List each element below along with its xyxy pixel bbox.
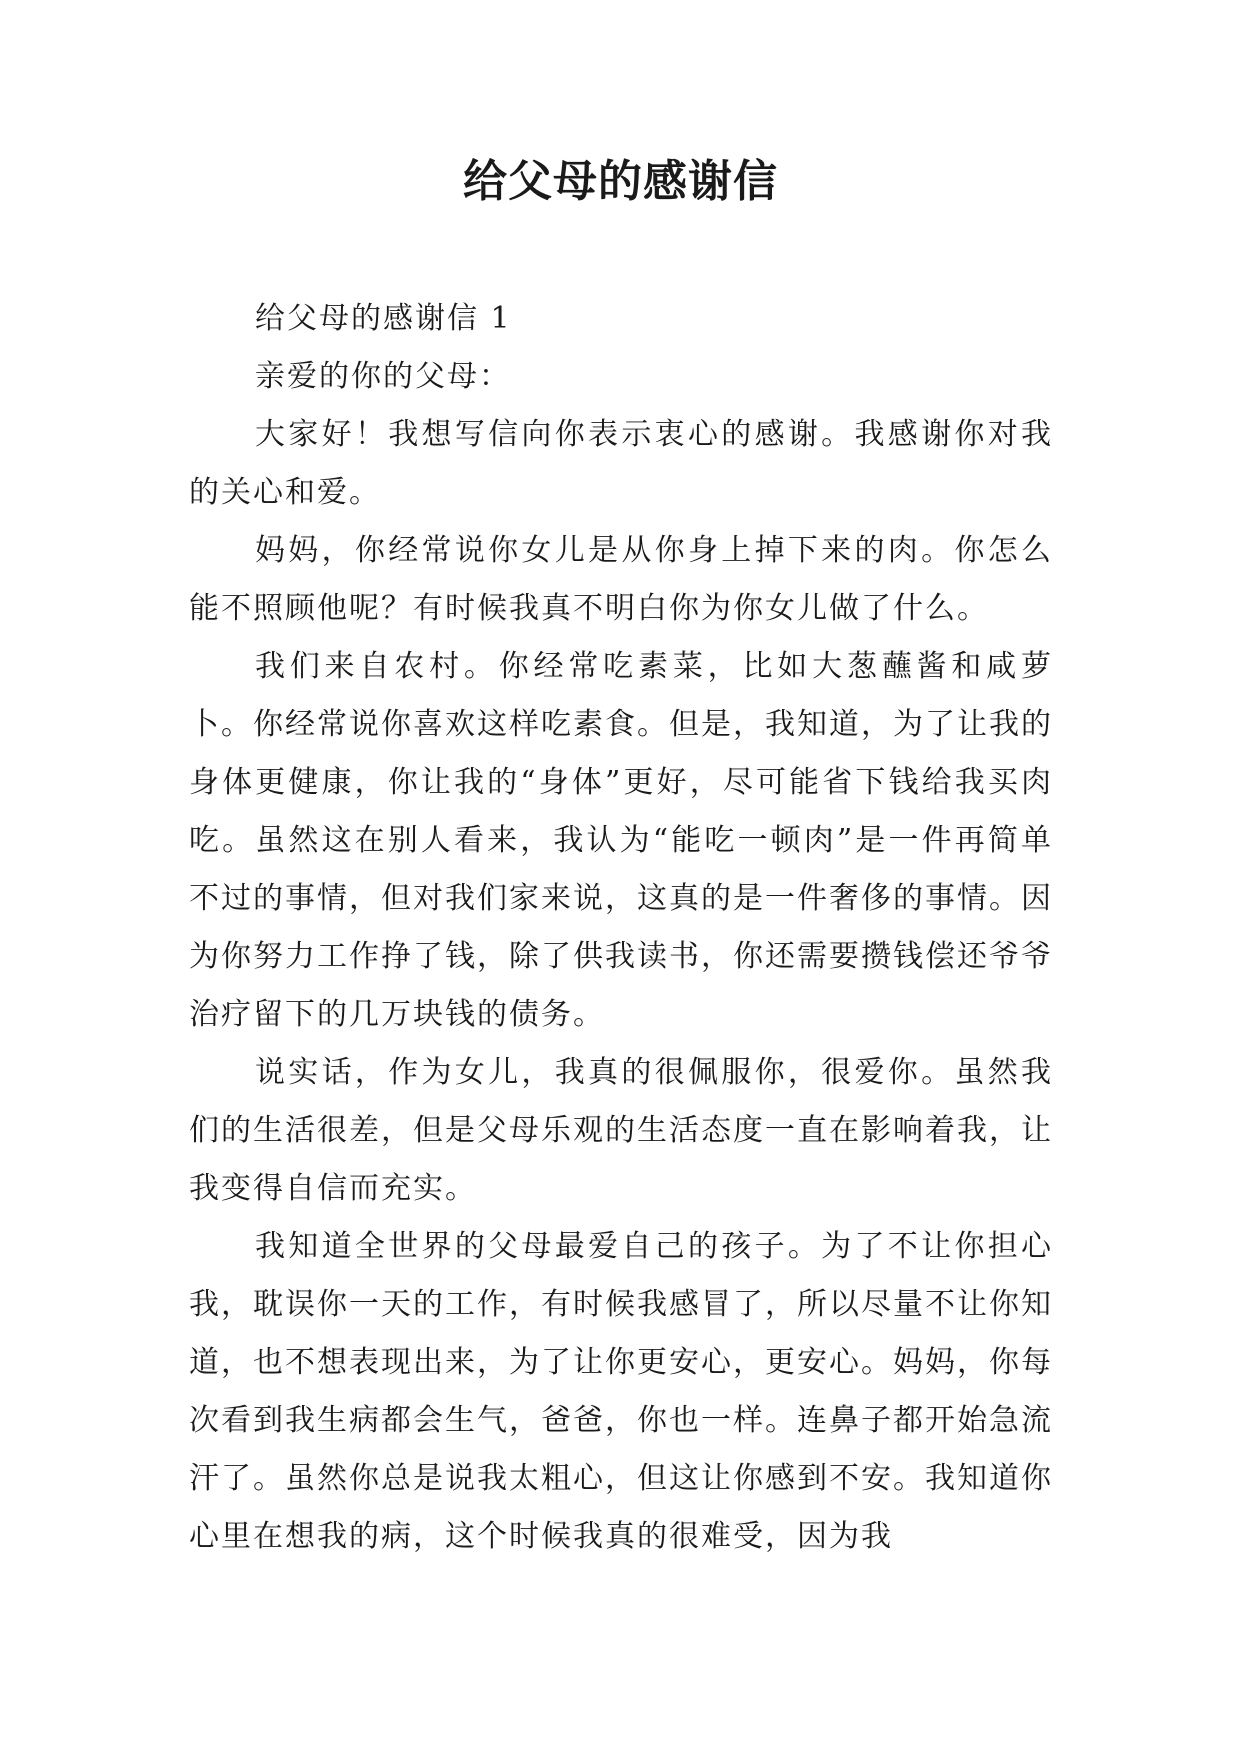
- document-body: [189, 290, 1053, 1566]
- paragraph: 我知道全世界的父母最爱自己的孩子。为了不让你担心我，耽误你一天的工作，有时候我感冒了，所以尽量不让你知道，也不想表现出来，为了让你更安心，更安心。妈妈，你每次看到我生病都会生气，爸爸，你也一样。连鼻子都开始急流汗了。虽然你总是说我太粗心，但这让你感到不安。我知道你心里在想我的病，这个时候我真的很难受，因为我: [189, 1229, 1053, 1554]
- paragraph: 我们来自农村。你经常吃素菜，比如大葱蘸酱和咸萝卜。你经常说你喜欢这样吃素食。但是，我知道，为了让我的身体更健康，你让我的“身体”更好，尽可能省下钱给我买肉吃。虽然这在别人看来，我认为“能吃一顿肉”是一件再简单不过的事情，但对我们家来说，这真的是一件奢侈的事情。因为你努力工作挣了钱，除了供我读书，你还需要攒钱偿还爷爷治疗留下的几万块钱的债务。: [189, 649, 1053, 1032]
- paragraph: 妈妈，你经常说你女儿是从你身上掉下来的肉。你怎么能不照顾他呢？有时候我真不明白你为你女儿做了什么。: [189, 533, 1053, 626]
- paragraph: 大家好！我想写信向你表示衷心的感谢。我感谢你对我的关心和爱。: [189, 417, 1053, 510]
- paragraph-heading: 给父母的感谢信 1: [255, 301, 512, 336]
- paragraph: 说实话，作为女儿，我真的很佩服你，很爱你。虽然我们的生活很差，但是父母乐观的生活态度一直在影响着我，让我变得自信而充实。: [189, 1055, 1053, 1206]
- paragraph-salutation: 亲爱的你的父母：: [255, 359, 511, 394]
- document-title: 给父母的感谢信: [463, 156, 778, 207]
